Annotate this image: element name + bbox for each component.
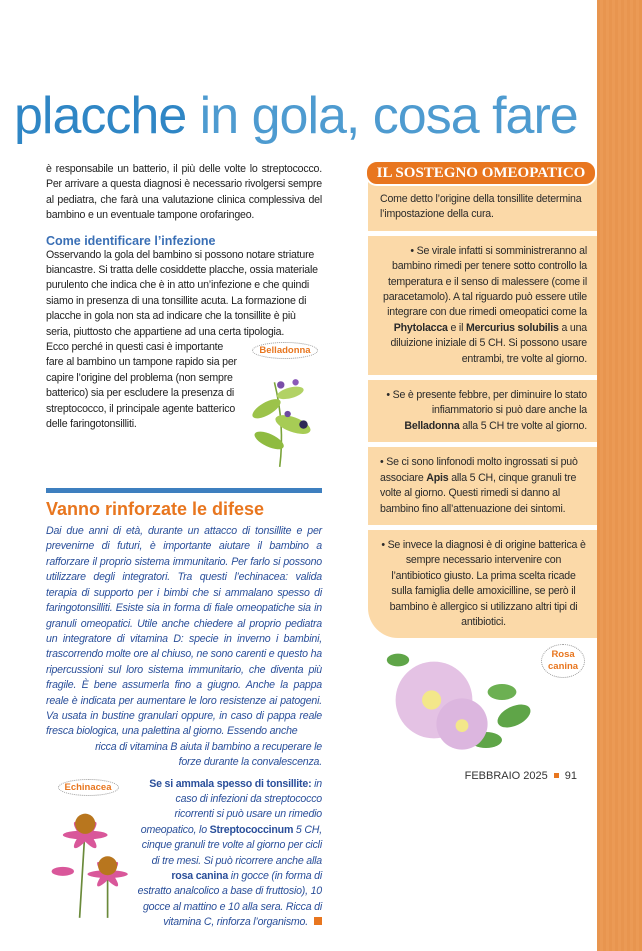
text: in gocce (in forma di estratto analcolico a base di fruttosio), 10 gocce al mattino e 10 alla sera. Ricca di vitamina C, rinforza l’organismo. [137, 870, 322, 929]
sidebar-section [368, 530, 597, 638]
remedy-name: Apis [426, 471, 449, 484]
remedy-name: Belladonna [404, 419, 460, 432]
intro-paragraph: è responsabile un batterio, il più delle volte lo streptococco. Per arrivare a questa diagnosi è necessario rivolgersi sempre al pediatra, che farà una valutazione clinica complessiva del bambino e un eventuale tampone orofaringeo. [46, 163, 322, 222]
sidebar-section [368, 447, 597, 525]
text: alla 5 CH tre volte al giorno. [459, 419, 587, 432]
end-mark [314, 917, 322, 925]
remedy-name: Streptococcinum [209, 823, 294, 836]
label-belladonna: Belladonna [252, 342, 317, 359]
remedy-name: Mercurius solubilis [465, 321, 559, 334]
sidebar-header: IL SOSTEGNO OMEOPATICO [365, 160, 597, 186]
rosa-canina-illustration [365, 644, 535, 764]
remedy-name: Phytolacca [393, 321, 448, 334]
sidebar-box [365, 160, 597, 802]
defenses-line-end-1: ricca di vitamina B aiuta il bambino a recuperare le [95, 740, 322, 753]
tonsillitis-paragraph [136, 777, 322, 931]
text: • Se è presente febbre, per diminuire lo stato infiammatorio si può dare anche la [386, 389, 587, 417]
label-text: canina [548, 661, 579, 673]
echinacea-figure [46, 777, 130, 931]
sidebar-section [368, 380, 597, 442]
tonsillitis-lead: Se si ammala spesso di tonsillite: [149, 777, 312, 790]
left-column [46, 162, 322, 951]
section-heading-identify: Come identificare l’infezione [46, 233, 216, 248]
issue-date: FEBBRAIO 2025 [464, 770, 548, 783]
section-heading-defenses: Vanno rinforzate le difese [46, 499, 265, 520]
sidebar-intro: Come detto l’origine della tonsillite determina l’impostazione della cura. [380, 193, 582, 221]
identify-paragraph: Osservando la gola del bambino si possono notare striature biancastre. Si tratta delle cosiddette placche, ossia materiale purulento che indica che è in atto un’infezione e che quindi siamo in presenza di una tonsillite acuta. La formazione di placche in gola non sta ad indicare che la tonsillite è più seria, piuttosto che appartiene ad una certa tipologia. [46, 248, 318, 338]
page-footer [365, 770, 597, 782]
defenses-paragraph: Dai due anni di età, durante un attacco di tonsillite e per prevenirne di futuri, è importante aiutare il bambino a rafforzare il proprio sistema immunitario. Per farlo si possono utilizzare degli integratori. Tra questi l’echinacea: valida terapia di supporto per i bimbi che si ammalano spesso di faringotonsilliti. Esiste sia in forma di fiale omeopatiche sia in granuli omeopatici. Utile anche chiedere al proprio pediatra un integratore di vitamina D: specie in inverno i bambini, trascorrendo molte ore al chiuso, ne sono carenti e questo ha ripercussioni sul loro sistema immunitario, che diventa più fragile. È bene assumerla fino a giugno. Anche la pappa reale è indicata per aumentare le loro resistenze ai patogeni. Va usata in bustine granulari oppure, in caso di pappa reale fresca biologica, una palettina al giorno. Essendo anche [46, 525, 322, 738]
text: in caso di infezioni da streptococco ricorrenti si può usare un rimedio omeopatico, lo [140, 777, 322, 836]
belladonna-figure [248, 340, 322, 474]
tonsillitis-row [46, 777, 322, 931]
echinacea-illustration [46, 796, 130, 926]
sidebar-section [368, 236, 597, 375]
orange-edge-strip [597, 0, 642, 951]
rosa-canina-figure [365, 644, 597, 764]
text: • Se ci sono linfonodi molto ingrossati si può associare [380, 456, 578, 484]
page-title [14, 86, 578, 146]
title-highlight: placche [14, 87, 187, 145]
label-rosa-canina [541, 644, 585, 678]
text: a una diluizione iniziale di 5 CH. Si possono usare entrambi, tre volte al giorno. [390, 321, 587, 365]
identify-row [46, 340, 322, 474]
text: • Se virale infatti si somministreranno al bambino rimedi per tenere sotto controllo la temperatura e il senso di malessere (come il paracetamolo). A tal riguardo può essere utile integrare con due rimedi omeopatici come la [383, 244, 587, 319]
label-text: Rosa [551, 649, 575, 661]
text: e il [447, 321, 466, 334]
section-divider [46, 488, 322, 493]
sidebar-bullet-bacterial: • Se invece la diagnosi è di origine batterica è sempre necessario intervenire con l’antibiotico giusto. La prima scelta ricade sulla famiglia delle amoxicilline, se però il bambino è allergico si utilizzano altri tipi di antibiotici. [381, 538, 586, 628]
title-rest: in gola, cosa fare [186, 87, 578, 145]
sidebar-bullet-lymph [380, 455, 587, 517]
page-number: 91 [564, 770, 577, 783]
sidebar-bullet-fever [380, 388, 587, 434]
sidebar-bullet-viral [380, 244, 587, 367]
label-echinacea: Echinacea [58, 779, 119, 796]
belladonna-illustration [248, 359, 322, 469]
text: 5 CH, cinque granuli tre volte al giorno per cicli di tre mesi. Si può ricorrere anche alla [141, 823, 322, 867]
remedy-name: rosa canina [171, 870, 229, 882]
separator-square [554, 773, 559, 778]
identify-paragraph-2: Ecco perché in questi casi è importante fare al bambino un tampone rapido sia per capire l’origine del problema (non sempre batterico) sia per escludere la presenza di streptococco, il principale agente batterico delle faringotonsilliti. [46, 341, 237, 431]
defenses-line-end-2: forze durante la convalescenza. [178, 756, 322, 769]
text: alla 5 CH, cinque granuli tre volte al giorno. Questi rimedi si danno al bambino fino all’attenuazione dei sintomi. [380, 471, 577, 515]
